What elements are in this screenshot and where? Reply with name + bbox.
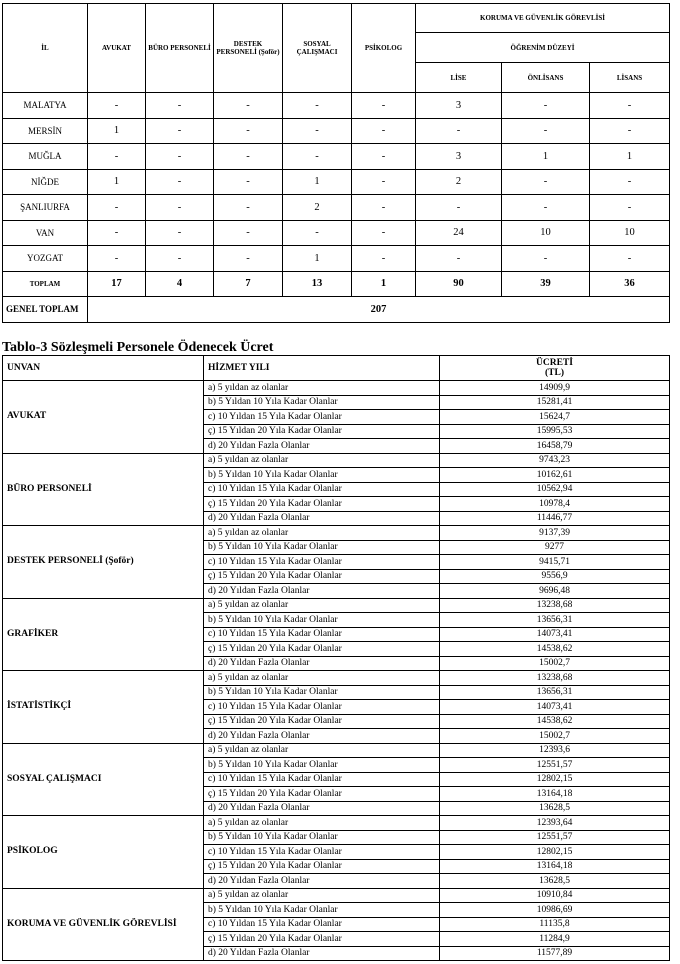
count-cell: -	[352, 118, 416, 144]
grand-total-row	[3, 297, 670, 323]
province-name: ŞANLIURFA	[3, 195, 88, 221]
count-cell: 1	[502, 144, 590, 170]
unvan-cell: SOSYAL ÇALIŞMACI	[3, 743, 204, 816]
header-hizmet-yili: HİZMET YILI	[204, 356, 440, 381]
service-year-cell: ç) 15 Yıldan 20 Yıla Kadar Olanlar	[204, 642, 440, 657]
service-year-cell: c) 10 Yıldan 15 Yıla Kadar Olanlar	[204, 772, 440, 787]
fee-cell: 13656,31	[440, 685, 670, 700]
service-year-cell: ç) 15 Yıldan 20 Yıla Kadar Olanlar	[204, 424, 440, 439]
header-il: İL	[3, 4, 88, 93]
count-cell: 1	[590, 144, 670, 170]
count-cell: -	[590, 195, 670, 221]
service-year-cell: c) 10 Yıldan 15 Yıla Kadar Olanlar	[204, 627, 440, 642]
fee-cell: 15002,7	[440, 729, 670, 744]
count-cell: 10	[502, 220, 590, 246]
count-cell: -	[352, 93, 416, 119]
fee-cell: 13238,68	[440, 671, 670, 686]
fee-cell: 12393,6	[440, 743, 670, 758]
fee-cell: 9556,9	[440, 569, 670, 584]
table3-title: Tablo-3 Sözleşmeli Personele Ödenecek Ücret	[2, 340, 274, 355]
count-cell: 1	[283, 169, 352, 195]
count-cell: -	[146, 144, 214, 170]
service-year-cell: d) 20 Yıldan Fazla Olanlar	[204, 584, 440, 599]
count-cell: -	[590, 246, 670, 272]
header-destek-personeli: DESTEK PERSONELİ (Şoför)	[214, 4, 283, 93]
count-cell: -	[146, 169, 214, 195]
count-cell: -	[352, 169, 416, 195]
fee-cell: 12551,57	[440, 758, 670, 773]
fee-cell: 9415,71	[440, 555, 670, 570]
province-row	[3, 195, 670, 221]
total-cell: 13	[283, 271, 352, 297]
count-cell: -	[416, 246, 502, 272]
header-sosyal-calismaci: SOSYAL ÇALIŞMACI	[283, 4, 352, 93]
unvan-cell: GRAFİKER	[3, 598, 204, 671]
fee-table	[2, 355, 670, 961]
fee-rows	[3, 381, 670, 961]
fee-row	[3, 453, 670, 468]
fee-cell: 9696,48	[440, 584, 670, 599]
count-cell: 1	[88, 118, 146, 144]
service-year-cell: b) 5 Yıldan 10 Yıla Kadar Olanlar	[204, 685, 440, 700]
count-cell: 3	[416, 144, 502, 170]
total-cell: 1	[352, 271, 416, 297]
fee-cell: 16458,79	[440, 439, 670, 454]
count-cell: -	[502, 246, 590, 272]
province-row	[3, 169, 670, 195]
service-year-cell: b) 5 Yıldan 10 Yıla Kadar Olanlar	[204, 758, 440, 773]
grand-total-value: 207	[88, 297, 670, 323]
fee-cell: 11284,9	[440, 932, 670, 947]
fee-cell: 15002,7	[440, 656, 670, 671]
fee-cell: 12802,15	[440, 845, 670, 860]
service-year-cell: b) 5 Yıldan 10 Yıla Kadar Olanlar	[204, 540, 440, 555]
service-year-cell: b) 5 Yıldan 10 Yıla Kadar Olanlar	[204, 903, 440, 918]
unvan-cell: BÜRO PERSONELİ	[3, 453, 204, 526]
count-cell: -	[502, 93, 590, 119]
province-row	[3, 93, 670, 119]
fee-cell: 13628,5	[440, 874, 670, 889]
fee-cell: 10986,69	[440, 903, 670, 918]
fee-row	[3, 816, 670, 831]
total-cell: 7	[214, 271, 283, 297]
fee-cell: 9137,39	[440, 526, 670, 541]
header-avukat: AVUKAT	[88, 4, 146, 93]
province-row	[3, 144, 670, 170]
count-cell: -	[590, 93, 670, 119]
fee-cell: 13164,18	[440, 859, 670, 874]
province-rows	[3, 93, 670, 272]
service-year-cell: c) 10 Yıldan 15 Yıla Kadar Olanlar	[204, 482, 440, 497]
service-year-cell: b) 5 Yıldan 10 Yıla Kadar Olanlar	[204, 468, 440, 483]
fee-cell: 14909,9	[440, 381, 670, 396]
service-year-cell: a) 5 yıldan az olanlar	[204, 816, 440, 831]
service-year-cell: c) 10 Yıldan 15 Yıla Kadar Olanlar	[204, 555, 440, 570]
fee-cell: 12551,57	[440, 830, 670, 845]
header-psikolog: PSİKOLOG	[352, 4, 416, 93]
unvan-cell: İSTATİSTİKÇİ	[3, 671, 204, 744]
fee-cell: 13656,31	[440, 613, 670, 628]
service-year-cell: a) 5 yıldan az olanlar	[204, 381, 440, 396]
fee-cell: 14538,62	[440, 642, 670, 657]
service-year-cell: c) 10 Yıldan 15 Yıla Kadar Olanlar	[204, 845, 440, 860]
fee-cell: 10162,61	[440, 468, 670, 483]
service-year-cell: d) 20 Yıldan Fazla Olanlar	[204, 946, 440, 961]
fee-cell: 9743,23	[440, 453, 670, 468]
service-year-cell: a) 5 yıldan az olanlar	[204, 743, 440, 758]
service-year-cell: a) 5 yıldan az olanlar	[204, 888, 440, 903]
fee-cell: 12393,64	[440, 816, 670, 831]
count-cell: -	[283, 220, 352, 246]
fee-cell: 11135,8	[440, 917, 670, 932]
service-year-cell: ç) 15 Yıldan 20 Yıla Kadar Olanlar	[204, 787, 440, 802]
service-year-cell: d) 20 Yıldan Fazla Olanlar	[204, 874, 440, 889]
unvan-cell: KORUMA VE GÜVENLİK GÖREVLİSİ	[3, 888, 204, 961]
province-row	[3, 246, 670, 272]
fee-table-header	[3, 356, 670, 381]
province-name: VAN	[3, 220, 88, 246]
service-year-cell: d) 20 Yıldan Fazla Olanlar	[204, 511, 440, 526]
service-year-cell: b) 5 Yıldan 10 Yıla Kadar Olanlar	[204, 395, 440, 410]
total-cell: 4	[146, 271, 214, 297]
count-cell: -	[502, 169, 590, 195]
count-cell: -	[416, 195, 502, 221]
fee-cell: 11577,89	[440, 946, 670, 961]
province-name: NİĞDE	[3, 169, 88, 195]
fee-cell: 10910,84	[440, 888, 670, 903]
province-name: MERSİN	[3, 118, 88, 144]
count-cell: -	[214, 118, 283, 144]
count-cell: -	[214, 220, 283, 246]
service-year-cell: ç) 15 Yıldan 20 Yıla Kadar Olanlar	[204, 859, 440, 874]
fee-cell: 9277	[440, 540, 670, 555]
fee-cell: 13628,5	[440, 801, 670, 816]
header-unvan: UNVAN	[3, 356, 204, 381]
count-cell: -	[146, 93, 214, 119]
total-cell: 90	[416, 271, 502, 297]
count-cell: -	[88, 195, 146, 221]
province-row	[3, 118, 670, 144]
fee-cell: 12802,15	[440, 772, 670, 787]
count-cell: -	[214, 246, 283, 272]
count-cell: -	[214, 195, 283, 221]
header-ucret-unit: (TL)	[545, 368, 564, 378]
unvan-cell: PSİKOLOG	[3, 816, 204, 889]
service-year-cell: ç) 15 Yıldan 20 Yıla Kadar Olanlar	[204, 932, 440, 947]
fee-row	[3, 671, 670, 686]
count-cell: -	[283, 93, 352, 119]
total-row	[3, 271, 670, 297]
count-cell: -	[352, 220, 416, 246]
count-cell: 2	[283, 195, 352, 221]
fee-row	[3, 598, 670, 613]
unvan-cell: DESTEK PERSONELİ (Şoför)	[3, 526, 204, 599]
service-year-cell: c) 10 Yıldan 15 Yıla Kadar Olanlar	[204, 700, 440, 715]
province-name: MUĞLA	[3, 144, 88, 170]
total-cell: 39	[502, 271, 590, 297]
count-cell: -	[146, 118, 214, 144]
service-year-cell: c) 10 Yıldan 15 Yıla Kadar Olanlar	[204, 410, 440, 425]
fee-cell: 13164,18	[440, 787, 670, 802]
count-cell: -	[352, 195, 416, 221]
service-year-cell: ç) 15 Yıldan 20 Yıla Kadar Olanlar	[204, 714, 440, 729]
service-year-cell: d) 20 Yıldan Fazla Olanlar	[204, 729, 440, 744]
service-year-cell: c) 10 Yıldan 15 Yıla Kadar Olanlar	[204, 917, 440, 932]
staff-distribution-table	[2, 3, 670, 323]
count-cell: -	[146, 220, 214, 246]
fee-cell: 13238,68	[440, 598, 670, 613]
fee-cell: 15281,41	[440, 395, 670, 410]
count-cell: -	[146, 246, 214, 272]
count-cell: -	[214, 169, 283, 195]
count-cell: -	[88, 220, 146, 246]
count-cell: -	[88, 246, 146, 272]
header-lisans: LİSANS	[590, 63, 670, 93]
count-cell: -	[590, 169, 670, 195]
fee-cell: 10562,94	[440, 482, 670, 497]
count-cell: -	[283, 118, 352, 144]
count-cell: -	[416, 118, 502, 144]
count-cell: -	[214, 144, 283, 170]
header-buro-personeli: BÜRO PERSONELİ	[146, 4, 214, 93]
header-ucret	[440, 356, 670, 381]
grand-total-label: GENEL TOPLAM	[3, 297, 88, 323]
count-cell: -	[214, 93, 283, 119]
service-year-cell: a) 5 yıldan az olanlar	[204, 526, 440, 541]
fee-cell: 14073,41	[440, 627, 670, 642]
fee-row	[3, 888, 670, 903]
fee-cell: 15995,53	[440, 424, 670, 439]
service-year-cell: a) 5 yıldan az olanlar	[204, 598, 440, 613]
province-name: MALATYA	[3, 93, 88, 119]
total-cell: 17	[88, 271, 146, 297]
service-year-cell: ç) 15 Yıldan 20 Yıla Kadar Olanlar	[204, 497, 440, 512]
count-cell: -	[502, 118, 590, 144]
service-year-cell: b) 5 Yıldan 10 Yıla Kadar Olanlar	[204, 830, 440, 845]
header-ucret-label: ÜCRETİ	[536, 358, 573, 368]
service-year-cell: d) 20 Yıldan Fazla Olanlar	[204, 801, 440, 816]
fee-cell: 14073,41	[440, 700, 670, 715]
service-year-cell: b) 5 Yıldan 10 Yıla Kadar Olanlar	[204, 613, 440, 628]
header-lise: LİSE	[416, 63, 502, 93]
fee-cell: 11446,77	[440, 511, 670, 526]
count-cell: -	[88, 144, 146, 170]
service-year-cell: d) 20 Yıldan Fazla Olanlar	[204, 656, 440, 671]
service-year-cell: d) 20 Yıldan Fazla Olanlar	[204, 439, 440, 454]
fee-cell: 15624,7	[440, 410, 670, 425]
unvan-cell: AVUKAT	[3, 381, 204, 454]
count-cell: -	[590, 118, 670, 144]
service-year-cell: ç) 15 Yıldan 20 Yıla Kadar Olanlar	[204, 569, 440, 584]
total-cell: 36	[590, 271, 670, 297]
service-year-cell: a) 5 yıldan az olanlar	[204, 671, 440, 686]
fee-row	[3, 743, 670, 758]
header-ogrenim-duzeyi: ÖĞRENİM DÜZEYİ	[416, 33, 670, 63]
count-cell: -	[352, 144, 416, 170]
count-cell: -	[502, 195, 590, 221]
header-koruma-guvenlik: KORUMA VE GÜVENLİK GÖREVLİSİ	[416, 4, 670, 33]
count-cell: -	[283, 144, 352, 170]
count-cell: 2	[416, 169, 502, 195]
count-cell: 10	[590, 220, 670, 246]
count-cell: 24	[416, 220, 502, 246]
service-year-cell: a) 5 yıldan az olanlar	[204, 453, 440, 468]
fee-row	[3, 526, 670, 541]
header-onlisans: ÖNLİSANS	[502, 63, 590, 93]
fee-row	[3, 381, 670, 396]
province-name: YOZGAT	[3, 246, 88, 272]
province-row	[3, 220, 670, 246]
count-cell: -	[146, 195, 214, 221]
fee-cell: 14538,62	[440, 714, 670, 729]
count-cell: 1	[88, 169, 146, 195]
count-cell: 1	[283, 246, 352, 272]
count-cell: -	[352, 246, 416, 272]
total-label: TOPLAM	[3, 271, 88, 297]
count-cell: 3	[416, 93, 502, 119]
count-cell: -	[88, 93, 146, 119]
fee-cell: 10978,4	[440, 497, 670, 512]
